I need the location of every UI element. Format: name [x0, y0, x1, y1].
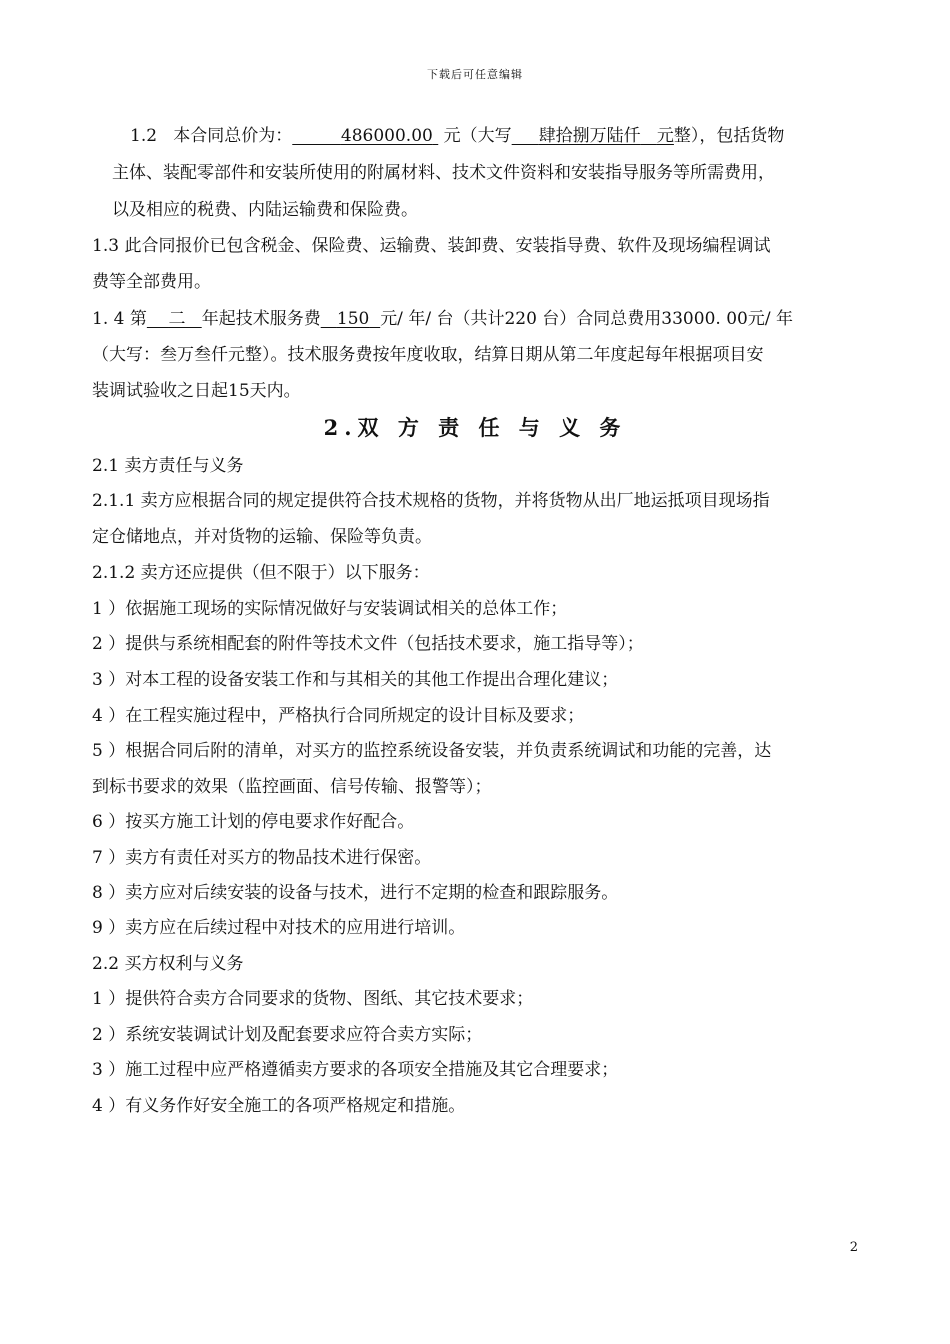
contract-amount-cn-value: 肆拾捌万陆仟	[538, 126, 641, 146]
clause-2-1-1-line1: 2.1.1 卖方应根据合同的规定提供符合技术规格的货物，并将货物从出厂地运抵项目现场指	[92, 491, 770, 511]
service-year	[147, 309, 202, 329]
clause-1-4-text-b: 年起技术服务费	[201, 309, 321, 329]
clause-1-3-line1: 1.3 此合同报价已包含税金、保险费、运输费、装卸费、安装指导费、软件及现场编程调试	[92, 236, 771, 256]
clause-1-4-line1	[92, 307, 862, 331]
page-number: 2	[849, 1240, 858, 1255]
clause-1-2-num: 1.2	[130, 126, 158, 146]
list-item: 9 ）卖方应在后续过程中对技术的应用进行培训。	[92, 918, 466, 938]
list-item: 3 ）施工过程中应严格遵循卖方要求的各项安全措施及其它合理要求；	[92, 1060, 619, 1080]
sub-heading-2-1: 2.1 卖方责任与义务	[92, 456, 244, 476]
list-item: 2 ）系统安装调试计划及配套要求应符合卖方实际；	[92, 1025, 483, 1045]
clause-1-2-text-b: 元（大写	[443, 126, 512, 146]
list-item: 8 ）卖方应对后续安装的设备与技术，进行不定期的检查和跟踪服务。	[92, 883, 619, 903]
list-item: 3 ）对本工程的设备安装工作和与其相关的其他工作提出合理化建议；	[92, 670, 619, 690]
list-item: 5 ）根据合同后附的清单，对买方的监控系统设备安装，并负责系统调试和功能的完善，达	[92, 741, 772, 761]
list-item: 1 ）依据施工现场的实际情况做好与安装调试相关的总体工作；	[92, 599, 568, 619]
clause-1-4-num: 1. 4	[92, 309, 125, 329]
section-heading: 2.双 方 责 任 与 义 务	[323, 415, 627, 440]
clause-2-1-2: 2.1.2 卖方还应提供（但不限于）以下服务：	[92, 563, 430, 583]
list-item-continuation: 到标书要求的效果（监控画面、信号传输、报警等）；	[92, 777, 492, 797]
clause-1-2-line2: 主体、装配零部件和安装所使用的附属材料、技术文件资料和安装指导服务等所需费用，	[112, 163, 775, 183]
service-fee-value: 150	[336, 309, 370, 329]
clause-1-4-line3: 装调试验收之日起15天内。	[92, 381, 301, 401]
list-item: 4 ）有义务作好安全施工的各项严格规定和措施。	[92, 1096, 466, 1116]
amount-unit: 元	[656, 126, 674, 146]
header-note: 下载后可任意编辑	[427, 68, 523, 81]
clause-2-1-1-line2: 定仓储地点，并对货物的运输、保险等负责。	[92, 527, 432, 547]
clause-1-2-line3: 以及相应的税费、内陆运输费和保险费。	[112, 200, 418, 220]
clause-1-4-line2: （大写：叁万叁仟元整）。技术服务费按年度收取，结算日期从第二年度起每年根据项目安	[92, 345, 764, 365]
clause-1-3-line2: 费等全部费用。	[92, 272, 211, 292]
service-fee	[321, 309, 380, 329]
contract-amount	[292, 126, 438, 146]
sub-heading-2-2: 2.2 买方权利与义务	[92, 954, 244, 974]
list-item: 2 ）提供与系统相配套的附件等技术文件（包括技术要求，施工指导等）；	[92, 634, 644, 654]
list-item: 1 ）提供符合卖方合同要求的货物、图纸、其它技术要求；	[92, 989, 534, 1009]
clause-1-4-text-a: 第	[129, 309, 147, 329]
clause-1-2-line1	[130, 124, 900, 148]
contract-amount-cn	[512, 126, 674, 146]
service-year-value: 二	[168, 309, 186, 329]
contract-amount-value: 486000.00	[340, 126, 433, 146]
clause-1-2-text-a: 本合同总价为：	[173, 126, 293, 146]
list-item: 7 ）卖方有责任对买方的物品技术进行保密。	[92, 848, 432, 868]
clause-1-2-text-d: 整），包括货物	[673, 126, 785, 146]
list-item: 4 ）在工程实施过程中，严格执行合同所规定的设计目标及要求；	[92, 706, 585, 726]
clause-1-4-text-c: 元/ 年/ 台（共计220 台）合同总费用33000. 00元/ 年	[380, 309, 793, 329]
list-item: 6 ）按买方施工计划的停电要求作好配合。	[92, 812, 415, 832]
